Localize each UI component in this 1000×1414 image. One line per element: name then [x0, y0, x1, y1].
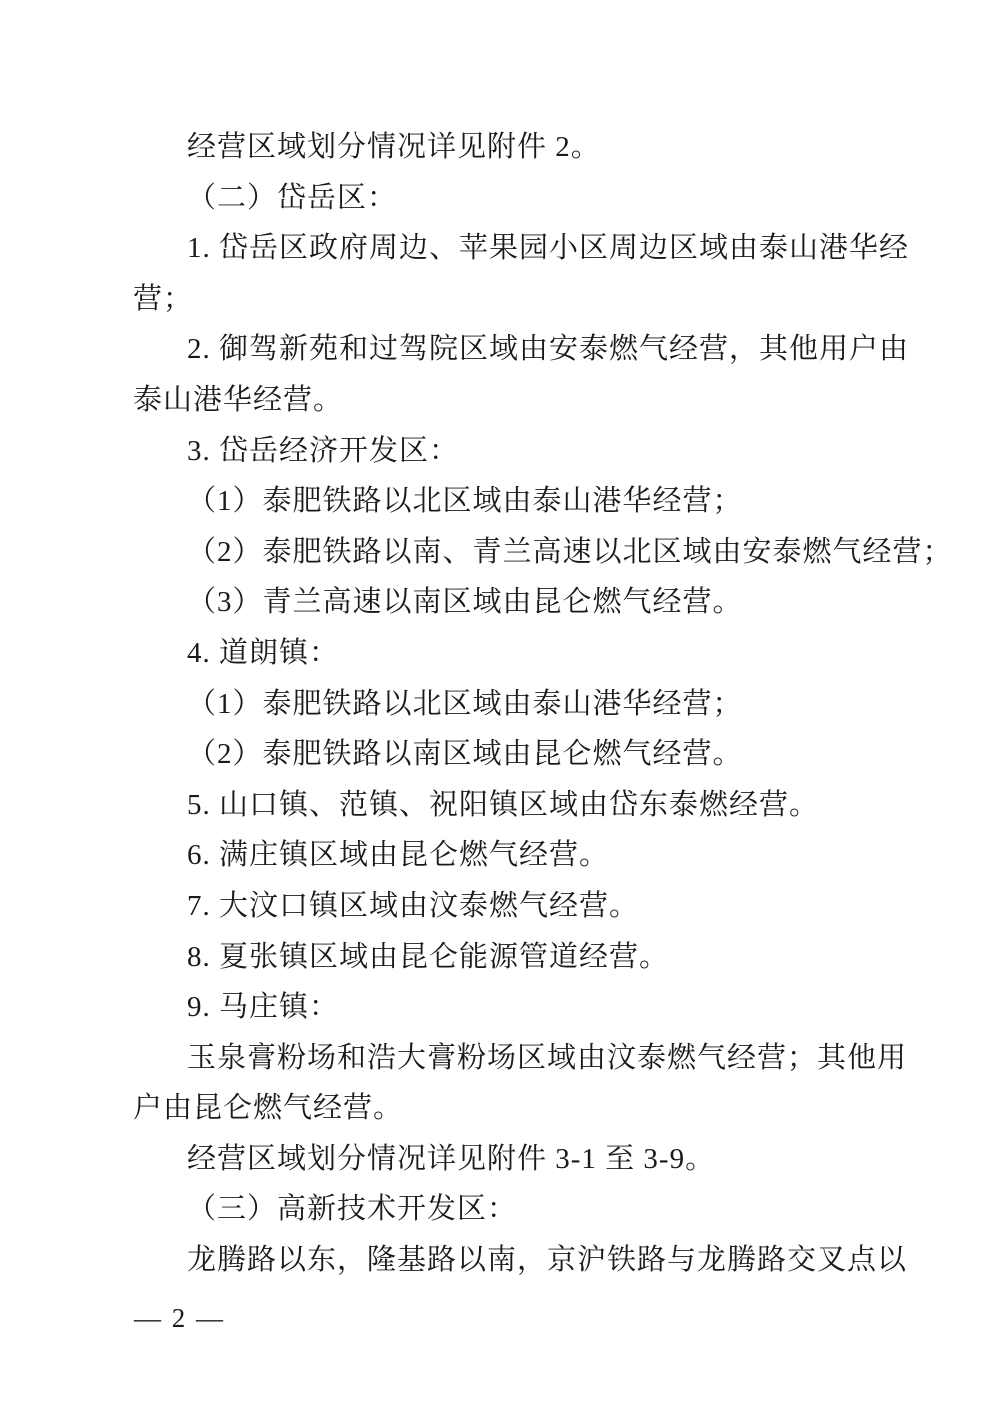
- text-line: （1）泰肥铁路以北区域由泰山港华经营；: [187, 485, 743, 518]
- text-line: （2）泰肥铁路以南、青兰高速以北区域由安泰燃气经营；: [187, 535, 953, 568]
- text-line: 经营区域划分情况详见附件 2。: [187, 131, 601, 163]
- text-line: （二）岱岳区：: [187, 181, 398, 214]
- text-line: 户由昆仑燃气经营。: [133, 1092, 404, 1125]
- text-line: 6. 满庄镇区域由昆仑燃气经营。: [187, 839, 610, 872]
- text-line: （2）泰肥铁路以南区域由昆仑燃气经营。: [187, 738, 743, 771]
- text-line: 9. 马庄镇：: [187, 991, 340, 1024]
- text-line: 玉泉膏粉场和浩大膏粉场区域由汶泰燃气经营；其他用: [187, 1041, 908, 1074]
- text-line: 营；: [133, 282, 194, 315]
- document-body: [133, 122, 953, 1286]
- text-line: （三）高新技术开发区：: [187, 1193, 518, 1226]
- text-line: 经营区域划分情况详见附件 3-1 至 3-9。: [187, 1142, 716, 1175]
- text-line: 5. 山口镇、范镇、祝阳镇区域由岱东泰燃经营。: [187, 788, 820, 821]
- text-line: 8. 夏张镇区域由昆仑能源管道经营。: [187, 940, 670, 973]
- text-line: 泰山港华经营。: [133, 383, 344, 416]
- text-line: 龙腾路以东，隆基路以南，京沪铁路与龙腾路交叉点以: [187, 1244, 908, 1277]
- text-line: 3. 岱岳经济开发区：: [187, 434, 460, 467]
- text-line: 4. 道朗镇：: [187, 636, 340, 669]
- text-line: 1. 岱岳区政府周边、苹果园小区周边区域由泰山港华经: [187, 232, 910, 265]
- text-line: （1）泰肥铁路以北区域由泰山港华经营；: [187, 687, 743, 720]
- page-number: — 2 —: [134, 1303, 225, 1333]
- text-line: 2. 御驾新苑和过驾院区域由安泰燃气经营，其他用户由: [187, 333, 910, 366]
- text-line: 7. 大汶口镇区域由汶泰燃气经营。: [187, 889, 640, 922]
- text-line: （3）青兰高速以南区域由昆仑燃气经营。: [187, 586, 743, 619]
